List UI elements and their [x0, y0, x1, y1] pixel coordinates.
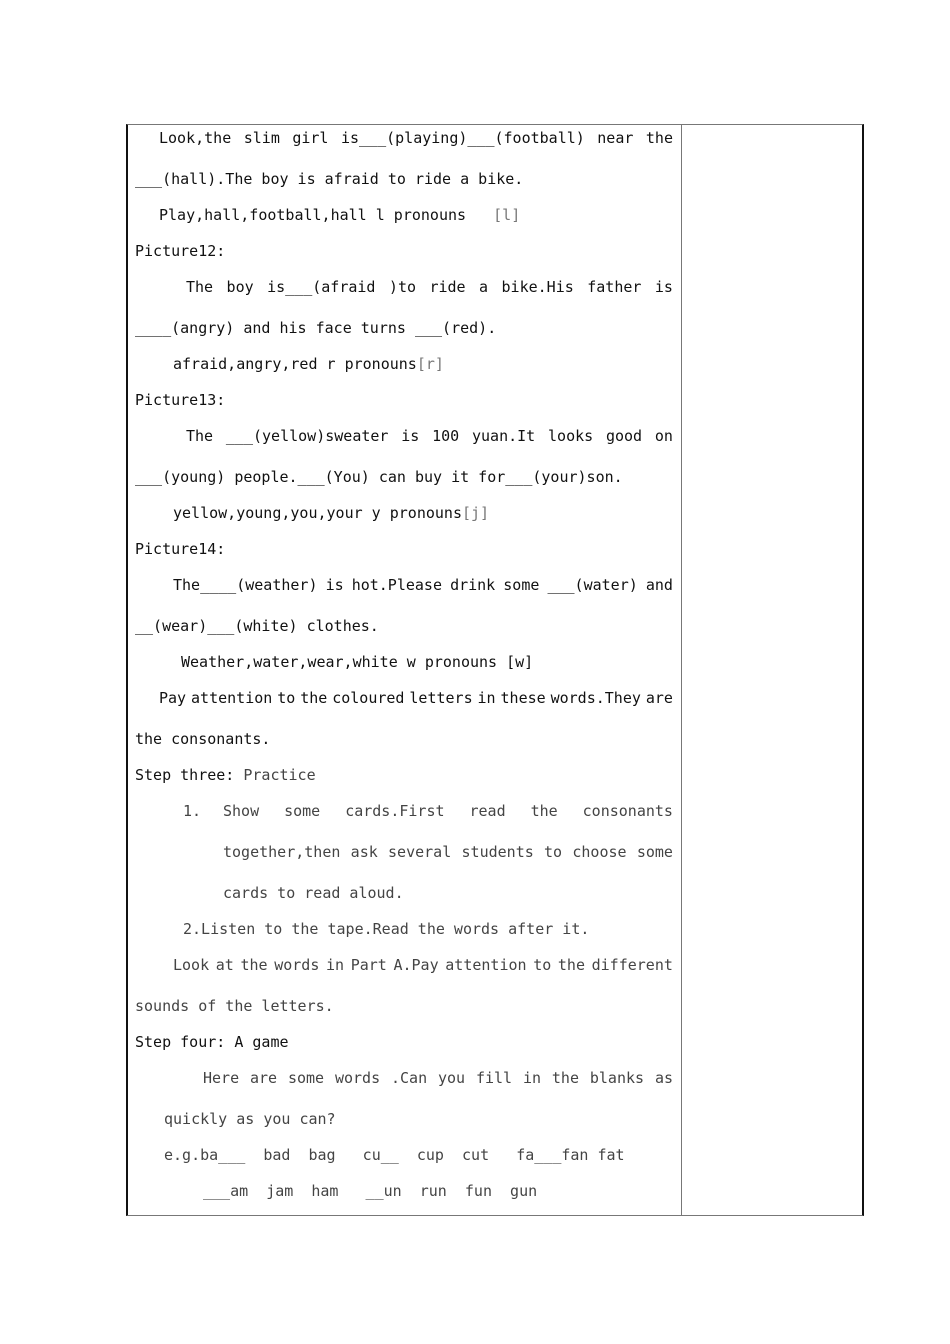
word: looks [548, 427, 594, 445]
word: bike.His [501, 278, 574, 296]
word: is___(playing)___(football) [340, 129, 585, 147]
word: Show [223, 802, 260, 820]
word: words [334, 1069, 381, 1087]
pronunciation-line [173, 503, 489, 523]
list-item: 2.Listen to the tape.Read the words after it. [183, 920, 590, 938]
paragraph-line [186, 426, 673, 446]
example-words-line: e.g.ba___ bad bag cu__ cup cut fa___fan fat [164, 1146, 625, 1164]
word: in [326, 956, 345, 974]
word: cards.First [345, 802, 445, 820]
pronunciation-line: Weather,water,wear,white w pronouns [w] [181, 653, 534, 671]
word: the [530, 802, 558, 820]
word: these [500, 689, 546, 707]
word: some [636, 843, 673, 861]
word: you [438, 1069, 466, 1087]
word: to [544, 843, 563, 861]
word: .Can [391, 1069, 428, 1087]
word: choose [572, 843, 627, 861]
word: together,then [223, 843, 341, 861]
phonetic-symbol: [r] [416, 355, 444, 373]
word: the [300, 689, 328, 707]
pronunciation-line [159, 205, 520, 225]
pronunciation-text: Play,hall,football,hall l pronouns [159, 206, 467, 224]
paragraph-line: ___(hall).The boy is afraid to ride a bike. [135, 170, 524, 188]
paragraph-line: the consonants. [135, 730, 271, 748]
word: 100 [432, 427, 460, 445]
word: words [274, 956, 320, 974]
word: is [325, 576, 344, 594]
word: near [597, 129, 634, 147]
word: the [551, 1069, 579, 1087]
word: girl [292, 129, 329, 147]
word: blanks [589, 1069, 645, 1087]
word: the [645, 129, 673, 147]
word: Here [203, 1069, 240, 1087]
word: some [503, 576, 540, 594]
word: drink [450, 576, 496, 594]
phonetic-symbol: [j] [461, 504, 490, 522]
word: different [591, 956, 673, 974]
word: is [401, 427, 420, 445]
word: )to [388, 278, 417, 296]
word: ___(yellow)sweater [225, 427, 389, 445]
pronunciation-text: afraid,angry,red r pronouns [173, 355, 417, 373]
word: boy [226, 278, 254, 296]
word: words.They [550, 689, 641, 707]
pronunciation-line [173, 354, 444, 374]
word: The [186, 427, 214, 445]
word: are [250, 1069, 278, 1087]
list-number: 1. [183, 802, 202, 820]
paragraph-line: quickly as you can? [164, 1110, 336, 1128]
word: is [654, 278, 673, 296]
word: slim [243, 129, 280, 147]
step-title: Practice [243, 766, 316, 784]
word: attention [445, 956, 527, 974]
word: ride [429, 278, 466, 296]
word: A.Pay [393, 956, 439, 974]
word: Look,the [159, 129, 232, 147]
word: Look [173, 956, 210, 974]
word: the [557, 956, 585, 974]
picture-heading: Picture12: [135, 242, 226, 260]
paragraph-line [203, 1068, 673, 1088]
paragraph-line [173, 955, 673, 975]
list-item-line [223, 801, 673, 821]
word: attention [191, 689, 273, 707]
word: some [284, 802, 321, 820]
word: ___(water) [547, 576, 638, 594]
list-item-line [223, 842, 673, 862]
word: are [645, 689, 673, 707]
word: to [533, 956, 552, 974]
word: father [587, 278, 642, 296]
word: and [645, 576, 673, 594]
word: good [605, 427, 643, 445]
phonetic-symbol: [l] [493, 206, 521, 224]
word: letters [409, 689, 473, 707]
pronunciation-text: yellow,young,you,your y pronouns [173, 504, 462, 522]
word: read [469, 802, 506, 820]
table-column-divider [681, 124, 682, 1216]
word: the [240, 956, 268, 974]
word: in [477, 689, 496, 707]
step-label: Step three: [135, 766, 235, 784]
word: The [186, 278, 214, 296]
word: Part [350, 956, 387, 974]
word: consonants [582, 802, 673, 820]
word: a [479, 278, 489, 296]
paragraph-line [159, 128, 673, 148]
word: on [654, 427, 673, 445]
paragraph-line: __(wear)___(white) clothes. [135, 617, 379, 635]
example-words-line: ___am jam ham __un run fun gun [203, 1182, 538, 1200]
word: to [277, 689, 296, 707]
word: at [215, 956, 234, 974]
word: as [654, 1069, 673, 1087]
word: Pay [159, 689, 187, 707]
paragraph-line: ____(angry) and his face turns ___(red). [135, 319, 497, 337]
word: some [287, 1069, 325, 1087]
word: yuan.It [472, 427, 536, 445]
step-heading [135, 765, 316, 785]
word: is___(afraid [267, 278, 376, 296]
word: students [461, 843, 534, 861]
picture-heading: Picture13: [135, 391, 226, 409]
paragraph-line [173, 575, 673, 595]
word: hot.Please [351, 576, 442, 594]
list-item-line: cards to read aloud. [223, 884, 404, 902]
paragraph-line: ___(young) people.___(You) can buy it for___(your)son. [135, 468, 623, 486]
word: in [522, 1069, 542, 1087]
word: several [388, 843, 452, 861]
paragraph-line [186, 277, 673, 297]
word: coloured [332, 689, 405, 707]
word: ask [350, 843, 378, 861]
word: fill [475, 1069, 513, 1087]
picture-heading: Picture14: [135, 540, 226, 558]
step-heading: Step four: A game [135, 1033, 289, 1051]
paragraph-line: sounds of the letters. [135, 997, 334, 1015]
paragraph-line [159, 688, 673, 708]
word: The____(weather) [173, 576, 318, 594]
